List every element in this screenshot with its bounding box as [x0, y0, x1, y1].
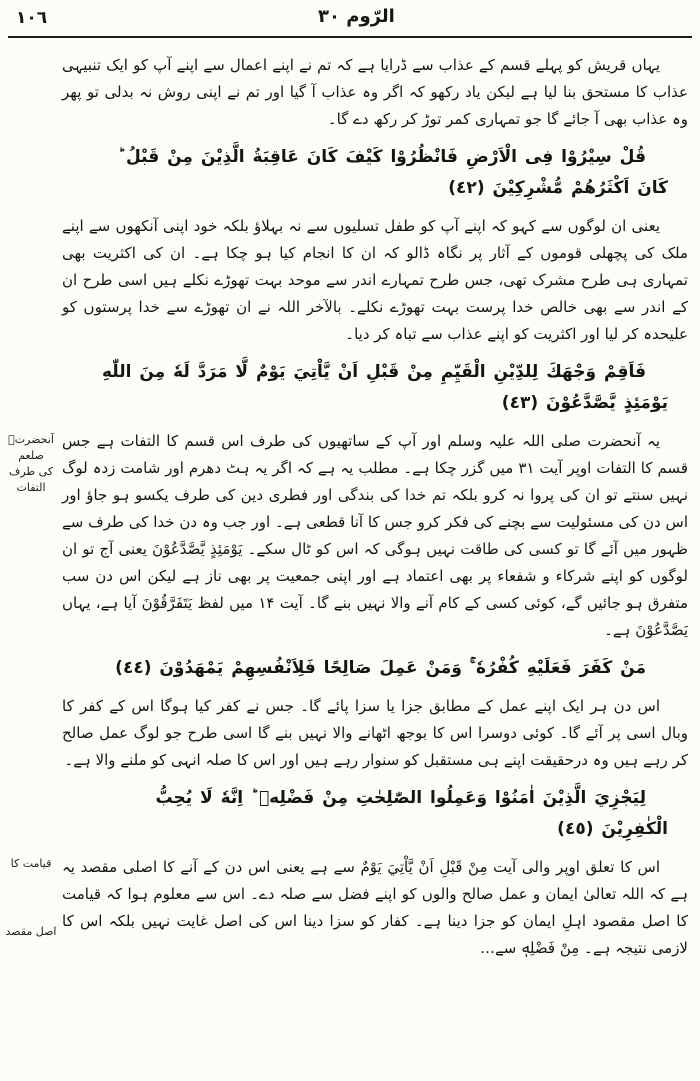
paragraph-with-margin-note	[5, 854, 688, 962]
urdu-paragraph-4: اس دن ہر ایک اپنے عمل کے مطابق جزا یا سزا پائے گا۔ جس نے کفر کیا ہوگا اس کے کفر کا وبال اسی پر آئے گا۔ کوئی دوسرا اس کا بوجھ اٹھانے والا نہیں بنے گا اسی طرح جو لوگ عمل صالح کر رہے ہیں وہ درحقیقت اپنے ہی مستقبل کو سنوار رہے ہیں اور اس کا صلہ انہی کو ملنے والا ہے۔	[62, 697, 688, 769]
urdu-paragraph-5: اس کا تعلق اوپر والی آیت مِنْ قَبْلِ اَنْ يَّاْتِيَ يَوْمٌ سے ہے یعنی اس دن کے آنے کا اصلی مقصد یہ ہے کہ اللہ تعالیٰ ایمان و عمل صالح والوں کو اپنے فضل سے صلہ دے۔ اس سے معلوم ہوا کہ قیامت کا اصل مقصود اہلِ ایمان کو جزا دینا ہے۔ کفار کو سزا دینا اس کی اصل غایت نہیں بلکہ اس کا لازمی نتیجہ ہے۔ مِنْ فَضْلِهٖ سے…	[62, 858, 688, 957]
page-number: ١٠٦	[16, 8, 48, 28]
header-rule	[8, 36, 692, 38]
urdu-paragraph-3: یہ آنحضرت صلی اللہ علیہ وسلم اور آپ کے ساتھیوں کی طرف اس قسم کا التفات ہے جس قسم کا التفات اوپر آیت ۳۱ میں گزر چکا ہے۔ مطلب یہ ہے کہ اگر یہ ہٹ دھرم اور شامت زدہ لوگ نہیں سنتے تو ان کی پروا نہ کرو بلکہ تم خدا کی بندگی اور فطری دین کی طرف یکسو ہو جاؤ اور اس دن کی مسئولیت سے بچنے کی فکر کرو جس کا آنا قطعی ہے۔ اور جب وہ دن خدا کی طرف سے ظہور میں آئے گا تو کسی کی طاقت نہیں ہوگی کہ اس کو ٹال سکے۔ يَوْمَئِذٍ يَّصَّدَّعُوْنَ یعنی آج تو ان لوگوں کو اپنے شرکاء و شفعاء پر بھی اعتماد ہے اور اپنی جمعیت پر بھی ناز ہے لیکن اس دن سب متفرق ہو جائیں گے، کوئی کسی کے کام آنے والا نہیں بنے گا۔ آیت ۱۴ میں لفظ يَتَفَرَّقُوْنَ آیا ہے، یہاں يَصَّدَّعُوْنَ ہے۔	[62, 432, 688, 639]
margin-note-qiyamat-line2: اصل مقصد	[5, 925, 57, 938]
margin-note-qiyamat-line1: قیامت کا	[10, 857, 52, 870]
margin-note-line: کی طرف التفات	[8, 465, 54, 494]
quran-verse-42: قُلْ سِيْرُوْا فِى الْاَرْضِ فَانْظُرُوْا كَيْفَ كَانَ عَاقِبَةُ الَّذِيْنَ مِنْ قَبْلُ ؕ كَانَ اَكْثَرُهُمْ مُّشْرِكِيْنَ (٤٢)	[118, 147, 668, 198]
quran-verse-43: فَاَقِمْ وَجْهَكَ لِلدِّيْنِ الْقَيِّمِ مِنْ قَبْلِ اَنْ يَّاْتِيَ يَوْمٌ لَّا مَرَدَّ لَهٗ مِنَ اللّٰهِ يَوْمَئِذٍ يَّصَّدَّعُوْنَ (٤٣)	[101, 362, 668, 413]
urdu-paragraph-1: یہاں قریش کو پہلے قسم کے عذاب سے ڈرایا ہے کہ تم نے اپنے اعمال سے اپنے آپ کو ایک تنبیہی عذاب کا مستحق بنا لیا ہے لیکن یاد رکھو کہ اگر وہ عذاب آ گیا اور تم نے اپنی روش نہ بدلی تو پھر وہ عذاب بھی آ جائے گا جو تمہاری کمر توڑ کر رکھ دے گا۔	[62, 56, 688, 128]
quran-verse-45: لِيَجْزِيَ الَّذِيْنَ اٰمَنُوْا وَعَمِلُوا الصّٰلِحٰتِ مِنْ فَضْلِهٖ ؕ اِنَّهٗ لَا يُحِبُّ الْكٰفِرِيْنَ (٤٥)	[155, 788, 668, 839]
page-header	[0, 6, 700, 34]
margin-note-line: آنحضرتؐ صلعم	[8, 433, 54, 462]
margin-note-iltifaat	[4, 432, 58, 496]
paragraph-with-margin-note	[8, 428, 688, 644]
surah-title: الرّوم ٣٠	[318, 6, 395, 27]
urdu-paragraph-2: یعنی ان لوگوں سے کہو کہ اپنے آپ کو طفل تسلیوں سے نہ بہلاؤ بلکہ خود اپنی آنکھوں سے اپنے ملک کی پچھلی قوموں کے آثار پر نگاہ ڈالو کہ ان کا انجام کیا ہو چکا ہے۔ ان کی اکثریت بھی تمہاری ہی طرح مشرک تھی، جس طرح تمہارے اندر سے موحد بہت تھوڑے نکلے ہیں اسی طرح ان کے اندر سے بھی خالص خدا پرست بہت تھوڑے نکلے۔ بالآخر اللہ نے ان تھوڑے سے خدا پرستوں کو علیحدہ کر لیا اور اکثریت کو اپنے عذاب سے تباہ کر دیا۔	[62, 217, 688, 343]
page-body	[5, 44, 688, 970]
quran-verse-44: مَنْ كَفَرَ فَعَلَيْهِ كُفْرُهٗ ۚ وَمَنْ عَمِلَ صَالِحًا فَلِاَنْفُسِهِمْ يَمْهَدُوْنَ (٤٤)	[115, 658, 646, 678]
